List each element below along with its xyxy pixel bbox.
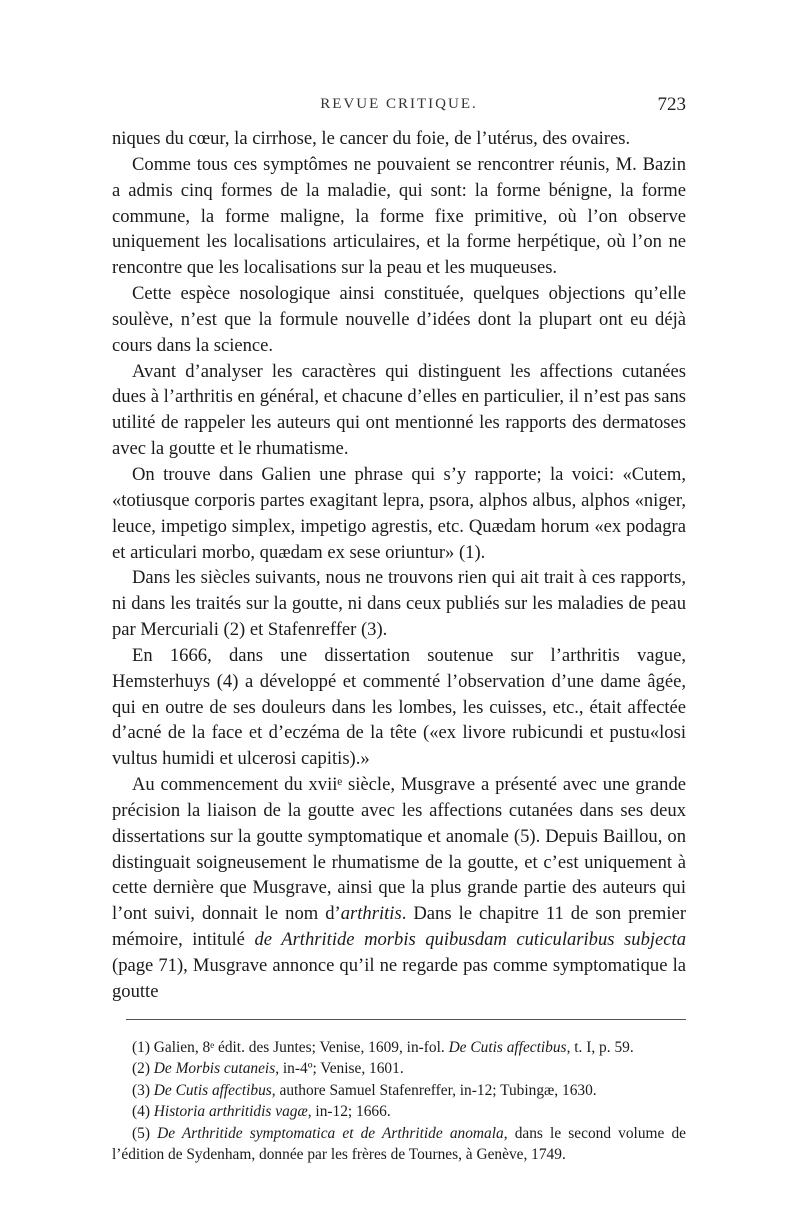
body-text — [112, 126, 686, 1005]
footnote — [112, 1101, 686, 1123]
text-run: , t. I, p. 59. — [566, 1038, 634, 1056]
running-title: REVUE CRITIQUE. — [320, 96, 478, 112]
page-number: 723 — [657, 94, 686, 115]
text-run: En 1666, dans une dissertation soutenue sur l’arthritis vague, Hemsterhuys (4) a développé et commenté l’observation d’une dame âgée, qui en outre de ses douleurs dans les lombes, les cuisses, etc., était affectée d’acné de la face et d’eczéma de la tête («ex livore rubicundi et pustu«losi vultus humidi et ulcerosi capitis).» — [112, 644, 686, 770]
text-run: . Dans le chapitre 11 de son premier mémoire, intitulé — [112, 903, 687, 951]
text-run: (5) — [132, 1124, 158, 1142]
text-run: (2) — [132, 1060, 154, 1078]
paragraph — [112, 772, 686, 1005]
text-run: (page 71), Musgrave annonce qu’il ne regarde pas comme symptomatique la goutte — [112, 955, 686, 1002]
text-run: , dans le second volume de l’édition de Sydenham, donnée par les frères de Tournes, à Genève, 1749. — [112, 1124, 686, 1164]
paragraph — [112, 643, 686, 772]
text-run: Avant d’analyser les caractères qui distinguent les affections cutanées dues à l’arthritis en général, et chacune d’elles en particulier, il n’est pas sans utilité de rappeler les auteurs qui ont mentionné les rapports des dermatoses avec la goutte et le rhumatisme. — [112, 360, 686, 460]
paragraph — [112, 126, 686, 152]
italic-text: de Arthritide morbis quibusdam cuticularibus subjecta — [254, 929, 686, 951]
paragraph — [112, 359, 686, 462]
paragraph — [112, 281, 686, 359]
text-run: Comme tous ces symptômes ne pouvaient se rencontrer réunis, M. Bazin a admis cinq formes de la maladie, qui sont: la forme bénigne, la forme commune, la forme maligne, la forme fixe primitive, où l’on observe uniquement les localisations articulaires, et la forme herpétique, où l’on ne rencontre que les localisations sur la peau et les muqueuses. — [112, 153, 686, 279]
italic-text: arthritis — [340, 903, 402, 925]
text-run: , in-12; 1666. — [307, 1103, 391, 1121]
paragraph — [112, 462, 686, 565]
italic-text: De Cutis affectibus — [448, 1038, 567, 1056]
text-run: (4) — [132, 1103, 154, 1121]
footnote — [112, 1037, 686, 1059]
footnote — [112, 1080, 686, 1102]
italic-text: Historia arthritidis vagæ — [153, 1103, 308, 1121]
footnote — [112, 1058, 686, 1080]
text-run: Cette espèce nosologique ainsi constituée, quelques objections qu’elle soulève, n’est que la formule nouvelle d’idées dont la plupart ont eu déjà cours dans la science. — [112, 283, 686, 356]
text-run: (1) Galien, 8ᵉ édit. des Juntes; Venise, 1609, in-fol. — [132, 1038, 449, 1056]
text-run: (3) — [132, 1081, 154, 1099]
footnotes — [112, 1037, 686, 1166]
text-run: Dans les siècles suivants, nous ne trouvons rien qui ait trait à ces rapports, ni dans les traités sur la goutte, ni dans ceux publiés sur les maladies de peau par Mercuriali (2) et Stafenreffer (3). — [112, 567, 686, 641]
footnote — [112, 1123, 686, 1166]
italic-text: De Cutis affectibus — [153, 1081, 272, 1099]
text-run: Au commencement du xviiᵉ siècle, Musgrave a présenté avec une grande précision la liaison de la goutte avec les affections cutanées dans ses deux dissertations sur la goutte symptomatique et anomale (5). Depuis Baillou, on distinguait soigneusement le rhumatisme de la goutte, et c’est uniquement à cette dernière que Musgrave, ainsi que la plus grande partie des auteurs qui l’ont suivi, donnait le nom d’ — [112, 774, 686, 925]
text-run: niques du cœur, la cirrhose, le cancer du foie, de l’utérus, des ovaires. — [112, 128, 631, 149]
paragraph — [112, 152, 686, 281]
running-head — [112, 96, 686, 126]
footnote-divider — [126, 1019, 686, 1020]
italic-text: De Arthritide symptomatica et de Arthritide anomala — [157, 1124, 504, 1142]
italic-text: De Morbis cutaneis — [153, 1060, 276, 1078]
document-page — [112, 96, 686, 1166]
text-run: , in-4º; Venise, 1601. — [275, 1060, 404, 1078]
text-run: , authore Samuel Stafenreffer, in-12; Tubingæ, 1630. — [271, 1081, 597, 1099]
paragraph — [112, 565, 686, 643]
text-run: On trouve dans Galien une phrase qui s’y rapporte; la voici: «Cutem, «totiusque corporis partes exagitant lepra, psora, alphos albus, alphos «niger, leuce, impetigo simplex, impetigo agrestis, etc. Quædam horum «ex podagra et articulari morbo, quædam ex sese oriuntur» (1). — [112, 463, 686, 563]
